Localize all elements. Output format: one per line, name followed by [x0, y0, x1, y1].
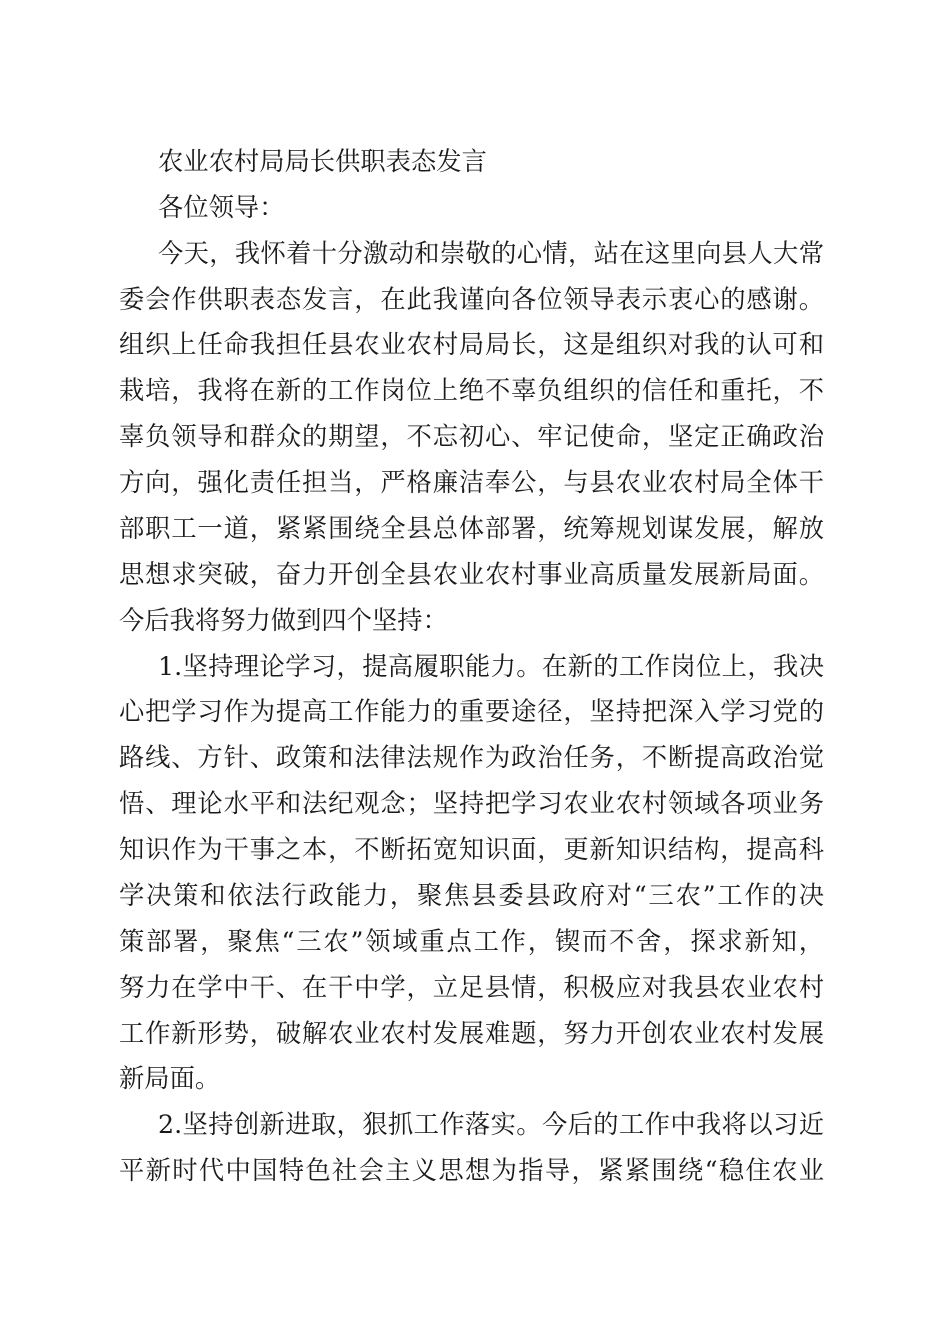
paragraph-line: 今后我将努力做到四个坚持：: [119, 606, 448, 635]
paragraph-line: 心把学习作为提高工作能力的重要途径，坚持把深入学习党的: [119, 697, 824, 726]
paragraph-line: 路线、方针、政策和法律法规作为政治任务，不断提高政治觉: [119, 743, 824, 772]
document-title: 农业农村局局长供职表态发言: [158, 147, 487, 176]
paragraph-line: 平新时代中国特色社会主义思想为指导，紧紧围绕“稳住农业: [119, 1156, 824, 1185]
paragraph-line: 今天，我怀着十分激动和崇敬的心情，站在这里向县人大常: [158, 239, 824, 268]
paragraph-line: 新局面。: [119, 1064, 221, 1093]
paragraph-line: 努力在学中干、在干中学，立足县情，积极应对我县农业农村: [119, 973, 824, 1002]
paragraph-line: 策部署，聚焦“三农”领域重点工作，锲而不舍，探求新知，: [119, 927, 824, 956]
paragraph-line: 辜负领导和群众的期望，不忘初心、牢记使命，坚定正确政治: [119, 422, 824, 451]
paragraph-line: 思想求突破，奋力开创全县农业农村事业高质量发展新局面。: [119, 560, 824, 589]
paragraph-line: 委会作供职表态发言，在此我谨向各位领导表示衷心的感谢。: [119, 285, 824, 314]
paragraph-line: 悟、理论水平和法纪观念；坚持把学习农业农村领域各项业务: [119, 789, 824, 818]
paragraph-line: 部职工一道，紧紧围绕全县总体部署，统筹规划谋发展，解放: [119, 514, 824, 543]
paragraph-line: 2.坚持创新进取，狠抓工作落实。今后的工作中我将以习近: [158, 1110, 824, 1139]
paragraph-line: 工作新形势，破解农业农村发展难题，努力开创农业农村发展: [119, 1019, 824, 1048]
paragraph-line: 1.坚持理论学习，提高履职能力。在新的工作岗位上，我决: [158, 652, 824, 681]
paragraph-line: 栽培，我将在新的工作岗位上绝不辜负组织的信任和重托，不: [119, 376, 824, 405]
salutation: 各位领导：: [158, 193, 285, 222]
paragraph-line: 知识作为干事之本，不断拓宽知识面，更新知识结构，提高科: [119, 835, 824, 864]
paragraph-line: 学决策和依法行政能力，聚焦县委县政府对“三农”工作的决: [119, 881, 824, 910]
paragraph-line: 组织上任命我担任县农业农村局局长，这是组织对我的认可和: [119, 330, 824, 359]
paragraph-line: 方向，强化责任担当，严格廉洁奉公，与县农业农村局全体干: [119, 468, 824, 497]
